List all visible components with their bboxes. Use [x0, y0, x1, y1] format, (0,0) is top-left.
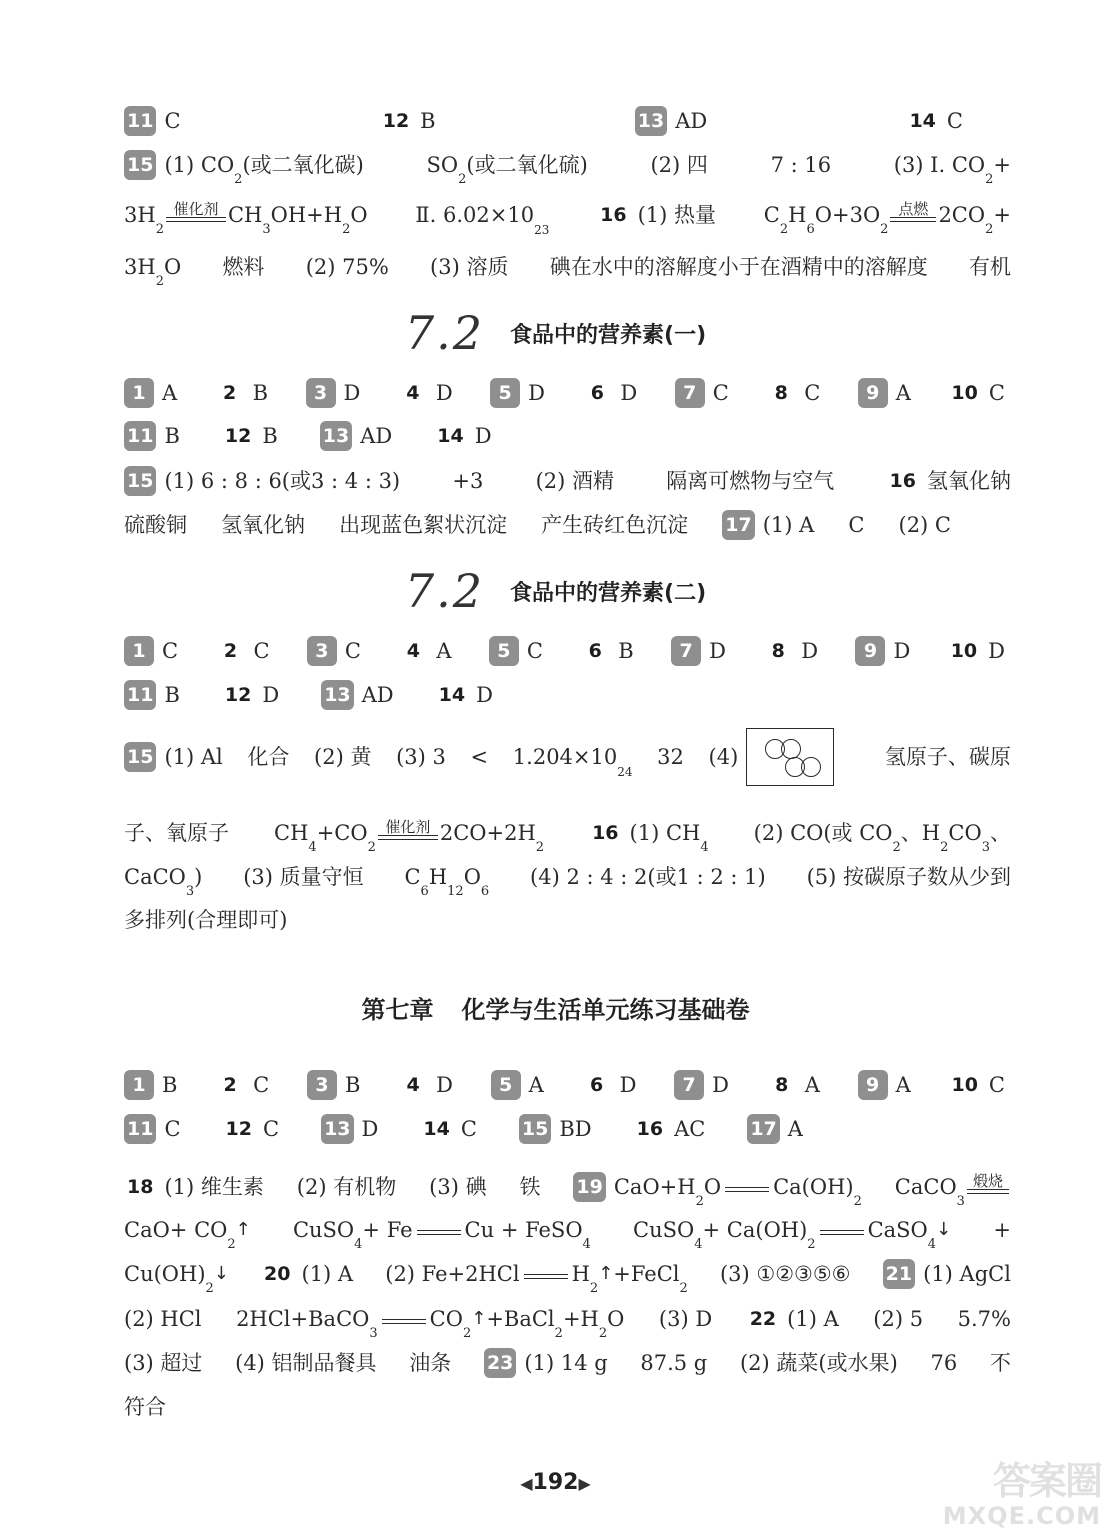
question-number: 1 [124, 378, 154, 408]
question-number: 6 [588, 640, 602, 662]
question-number: 5 [490, 378, 520, 408]
answer-choice: C [946, 109, 963, 133]
question-number: 14 [438, 684, 466, 706]
question-number: 18 [127, 1176, 154, 1198]
question-answer [906, 106, 963, 136]
question-number: 16 [889, 470, 916, 492]
answer-choice: B [162, 1073, 178, 1097]
question-answer [436, 680, 493, 710]
question-answer [582, 378, 637, 408]
question-number: 4 [406, 1074, 420, 1096]
question-number: 1 [124, 1070, 154, 1100]
answer-row [124, 378, 1005, 408]
question-answer [307, 1070, 360, 1100]
answer-choice: D [988, 639, 1005, 663]
molecule-diagram [746, 728, 834, 786]
question-number: 6 [590, 382, 605, 404]
question-answer [747, 1114, 803, 1144]
question-number: 4 [406, 382, 420, 404]
answer-choice: C [712, 381, 729, 405]
question-number: 15 [124, 150, 156, 180]
question-answer [490, 378, 545, 408]
question-number: 13 [320, 421, 352, 451]
answer-choice: C [164, 1117, 181, 1141]
question-number: 11 [124, 106, 156, 136]
question-number: 6 [589, 1074, 604, 1096]
answer-choice: D [801, 639, 819, 663]
answer-row [124, 680, 1011, 710]
answer-choice: A [895, 1073, 911, 1097]
question-answer [380, 106, 436, 136]
answer-row [124, 636, 1005, 666]
question-number: 14 [423, 1118, 450, 1140]
question-answer [948, 1070, 1005, 1100]
question-number: 2 [223, 640, 238, 662]
answer-choice: BD [559, 1117, 592, 1141]
question-answer [124, 1114, 181, 1144]
question-number: 12 [382, 110, 410, 132]
answer-choice: AC [674, 1117, 706, 1141]
answer-choice: C [988, 1073, 1005, 1097]
question-number: 16 [592, 822, 619, 844]
page-number: ◀192▶ [520, 1470, 591, 1495]
answer-choice: C [253, 1073, 270, 1097]
question-number: 8 [775, 1074, 789, 1096]
answer-choice: A [436, 639, 452, 663]
section-title: 7.2 食品中的营养素(二) [404, 564, 707, 618]
answer-choice: C [804, 381, 821, 405]
answer-line: 子、氧原子 CH 4 +CO 2 催化剂 2CO+2H 2 16 (1) CH 4 (2) CO(或 CO 2 、H 2 CO 3 、 [124, 818, 1011, 855]
question-answer [215, 636, 269, 666]
answer-line: 15 (1) Al 化合 (2) 黄 (3) 3 < 1.204×10 24 32 (4) 氢原子、碳原 [124, 727, 1011, 787]
answer-line: 15 (1) 6 : 8 : 6(或3 : 4 : 3) +3 (2) 酒精 隔离可燃物与空气 16 氢氧化钠 [124, 466, 1011, 496]
answer-choice: D [620, 381, 638, 405]
question-answer [671, 636, 726, 666]
question-number: 13 [321, 1114, 353, 1144]
answer-choice: C [253, 639, 270, 663]
question-number: 4 [406, 640, 420, 662]
answer-line: 硫酸铜 氢氧化钠 出现蓝色絮状沉淀 产生砖红色沉淀 17 (1) A C (2) C [124, 510, 951, 540]
question-answer [398, 1070, 453, 1100]
chapter-title: 第七章 化学与生活单元练习基础卷 [361, 996, 750, 1024]
question-answer [223, 1114, 280, 1144]
question-number: 7 [675, 378, 705, 408]
question-answer [398, 636, 451, 666]
question-number: 12 [225, 1118, 252, 1140]
answer-choice: A [895, 381, 911, 405]
answer-choice: D [435, 381, 453, 405]
question-number: 20 [264, 1263, 291, 1285]
question-number: 14 [437, 425, 464, 447]
question-number: 10 [951, 382, 978, 404]
question-number: 12 [224, 425, 252, 447]
question-number: 2 [223, 382, 237, 404]
question-number: 22 [749, 1308, 777, 1330]
question-answer [582, 1070, 637, 1100]
answer-choice: C [262, 1117, 280, 1141]
reaction-condition: 点燃 [890, 201, 936, 230]
answer-choice: C [164, 109, 181, 133]
question-number: 15 [519, 1114, 551, 1144]
answer-choice: C [460, 1117, 477, 1141]
answer-line: 3H 2 催化剂 CH 3 OH+H 2 O Ⅱ. 6.02×10 23 16 (1) 热量 C 2 H 6 O+3O 2 点燃 2CO 2 + [124, 200, 1011, 237]
question-number: 9 [855, 636, 885, 666]
answer-choice: AD [675, 109, 708, 133]
question-number: 12 [224, 684, 252, 706]
answer-line: (2) HCl 2HCl+BaCO 3 CO 2 ↑ +BaCl 2 +H 2 O (3) D 22 (1) A (2) 5 5.7% [124, 1304, 1011, 1334]
answer-choice: D [262, 683, 280, 707]
question-number: 23 [484, 1348, 516, 1378]
question-number: 16 [636, 1118, 664, 1140]
question-number: 2 [223, 1074, 237, 1096]
question-number: 15 [124, 742, 156, 772]
question-number: 10 [951, 1074, 978, 1096]
question-number: 14 [909, 110, 936, 132]
answer-line: 3H 2 O 燃料 (2) 75% (3) 溶质 碘在水中的溶解度小于在酒精中的溶解度 有机 [124, 255, 1011, 289]
question-number: 9 [858, 1070, 888, 1100]
question-answer [222, 421, 278, 451]
answer-choice: AD [360, 424, 393, 448]
question-answer [948, 378, 1005, 408]
answer-choice: D [474, 424, 492, 448]
question-answer [307, 636, 361, 666]
question-answer [858, 378, 911, 408]
answer-row [124, 1070, 1005, 1100]
answer-choice: AD [361, 683, 394, 707]
answer-choice: C [344, 639, 361, 663]
question-number: 7 [674, 1070, 704, 1100]
answer-line: 符合 [124, 1395, 166, 1419]
answer-choice: C [526, 639, 543, 663]
question-number: 11 [124, 421, 156, 451]
question-number: 13 [321, 680, 353, 710]
question-number: 11 [124, 680, 156, 710]
answer-choice: D [712, 1073, 729, 1097]
question-number: 7 [671, 636, 701, 666]
answer-choice: C [162, 639, 179, 663]
question-number: 8 [774, 382, 788, 404]
question-answer [855, 636, 910, 666]
watermark-logo: 答案圈 MXQE.COM [942, 1459, 1101, 1530]
reaction-condition: 催化剂 [378, 819, 438, 848]
answer-choice: A [787, 1117, 803, 1141]
question-number: 10 [950, 640, 978, 662]
answer-choice: D [436, 1073, 453, 1097]
answer-choice: B [164, 683, 180, 707]
answer-choice: D [619, 1073, 637, 1097]
answer-line: 18 (1) 维生素 (2) 有机物 (3) 碘 铁 19 CaO+H 2 O Ca(OH) 2 CaCO 3 煅烧 [124, 1172, 1011, 1202]
question-number: 19 [573, 1172, 605, 1202]
answer-choice: D [476, 683, 493, 707]
question-answer [124, 636, 178, 666]
question-number: 17 [747, 1114, 779, 1144]
question-answer [489, 636, 543, 666]
question-answer [306, 378, 361, 408]
answer-choice: D [709, 639, 726, 663]
answer-choice: A [528, 1073, 544, 1097]
question-number: 17 [722, 510, 754, 540]
answer-choice: D [528, 381, 545, 405]
question-answer [519, 1114, 592, 1144]
answer-choice: B [262, 424, 278, 448]
question-answer [124, 106, 181, 136]
answer-row [124, 1114, 1011, 1144]
question-answer [124, 680, 180, 710]
question-number: 15 [124, 466, 156, 496]
question-number: 21 [883, 1259, 915, 1289]
question-number: 9 [858, 378, 888, 408]
answer-line: CaCO 3 ) (3) 质量守恒 C 6 H 12 O 6 (4) 2 : 4 : 2(或1 : 2 : 1) (5) 按碳原子数从少到 [124, 865, 1011, 899]
reaction-condition: 催化剂 [166, 201, 226, 230]
question-number: 5 [491, 1070, 521, 1100]
question-answer [858, 1070, 911, 1100]
answer-choice: B [164, 424, 180, 448]
answer-line: (3) 超过 (4) 铝制品餐具 油条 23 (1) 14 g 87.5 g (2) 蔬菜(或水果) 76 不 [124, 1348, 1011, 1378]
answer-choice: D [893, 639, 911, 663]
answer-row [124, 421, 1011, 451]
answer-choice: D [361, 1117, 379, 1141]
question-answer [222, 680, 279, 710]
question-number: 8 [771, 640, 785, 662]
answer-choice: B [420, 109, 436, 133]
question-answer [674, 1070, 729, 1100]
answer-row [124, 106, 1005, 136]
question-answer [634, 1114, 706, 1144]
reaction-condition: 煅烧 [967, 1173, 1009, 1202]
question-answer [398, 378, 453, 408]
question-answer [215, 378, 268, 408]
question-answer [124, 378, 177, 408]
answer-line: 15 (1) CO 2 (或二氧化碳) SO 2 (或二氧化硫) (2) 四 7 : 16 (3) Ⅰ. CO 2 + [124, 150, 1011, 180]
answer-choice: B [344, 1073, 361, 1097]
answer-choice: D [343, 381, 361, 405]
question-answer [321, 680, 393, 710]
question-number: 11 [124, 1114, 156, 1144]
question-number: 5 [489, 636, 519, 666]
answer-choice: A [162, 381, 178, 405]
question-answer [124, 421, 180, 451]
question-answer [763, 636, 818, 666]
question-answer [420, 1114, 477, 1144]
question-answer [635, 106, 707, 136]
question-number: 3 [307, 1070, 337, 1100]
question-number: 3 [306, 378, 336, 408]
question-answer [320, 421, 392, 451]
question-answer [434, 421, 491, 451]
question-answer [321, 1114, 378, 1144]
question-number: 16 [600, 204, 627, 226]
question-answer [675, 378, 729, 408]
question-answer [215, 1070, 269, 1100]
answer-line: Cu(OH) 2 ↓ 20 (1) A (2) Fe+2HCl H 2 ↑ +FeCl 2 (3) ①②③⑤⑥ 21 (1) AgCl [124, 1259, 1011, 1289]
section-title: 7.2 食品中的营养素(一) [404, 306, 707, 360]
question-answer [580, 636, 633, 666]
question-number: 1 [124, 636, 154, 666]
answer-choice: A [804, 1073, 820, 1097]
question-answer [767, 1070, 820, 1100]
question-answer [491, 1070, 544, 1100]
answer-choice: B [618, 639, 634, 663]
answer-line: CaO+ CO 2 ↑ CuSO 4 + Fe Cu + FeSO 4 CuSO 4 + Ca(OH) 2 CaSO 4 ↓ + [124, 1218, 1011, 1252]
question-answer [948, 636, 1005, 666]
question-number: 3 [307, 636, 337, 666]
question-number: 13 [635, 106, 667, 136]
answer-choice: B [252, 381, 269, 405]
answer-choice: C [988, 381, 1005, 405]
answer-line: 多排列(合理即可) [124, 908, 288, 932]
question-answer [766, 378, 820, 408]
question-answer [124, 1070, 177, 1100]
